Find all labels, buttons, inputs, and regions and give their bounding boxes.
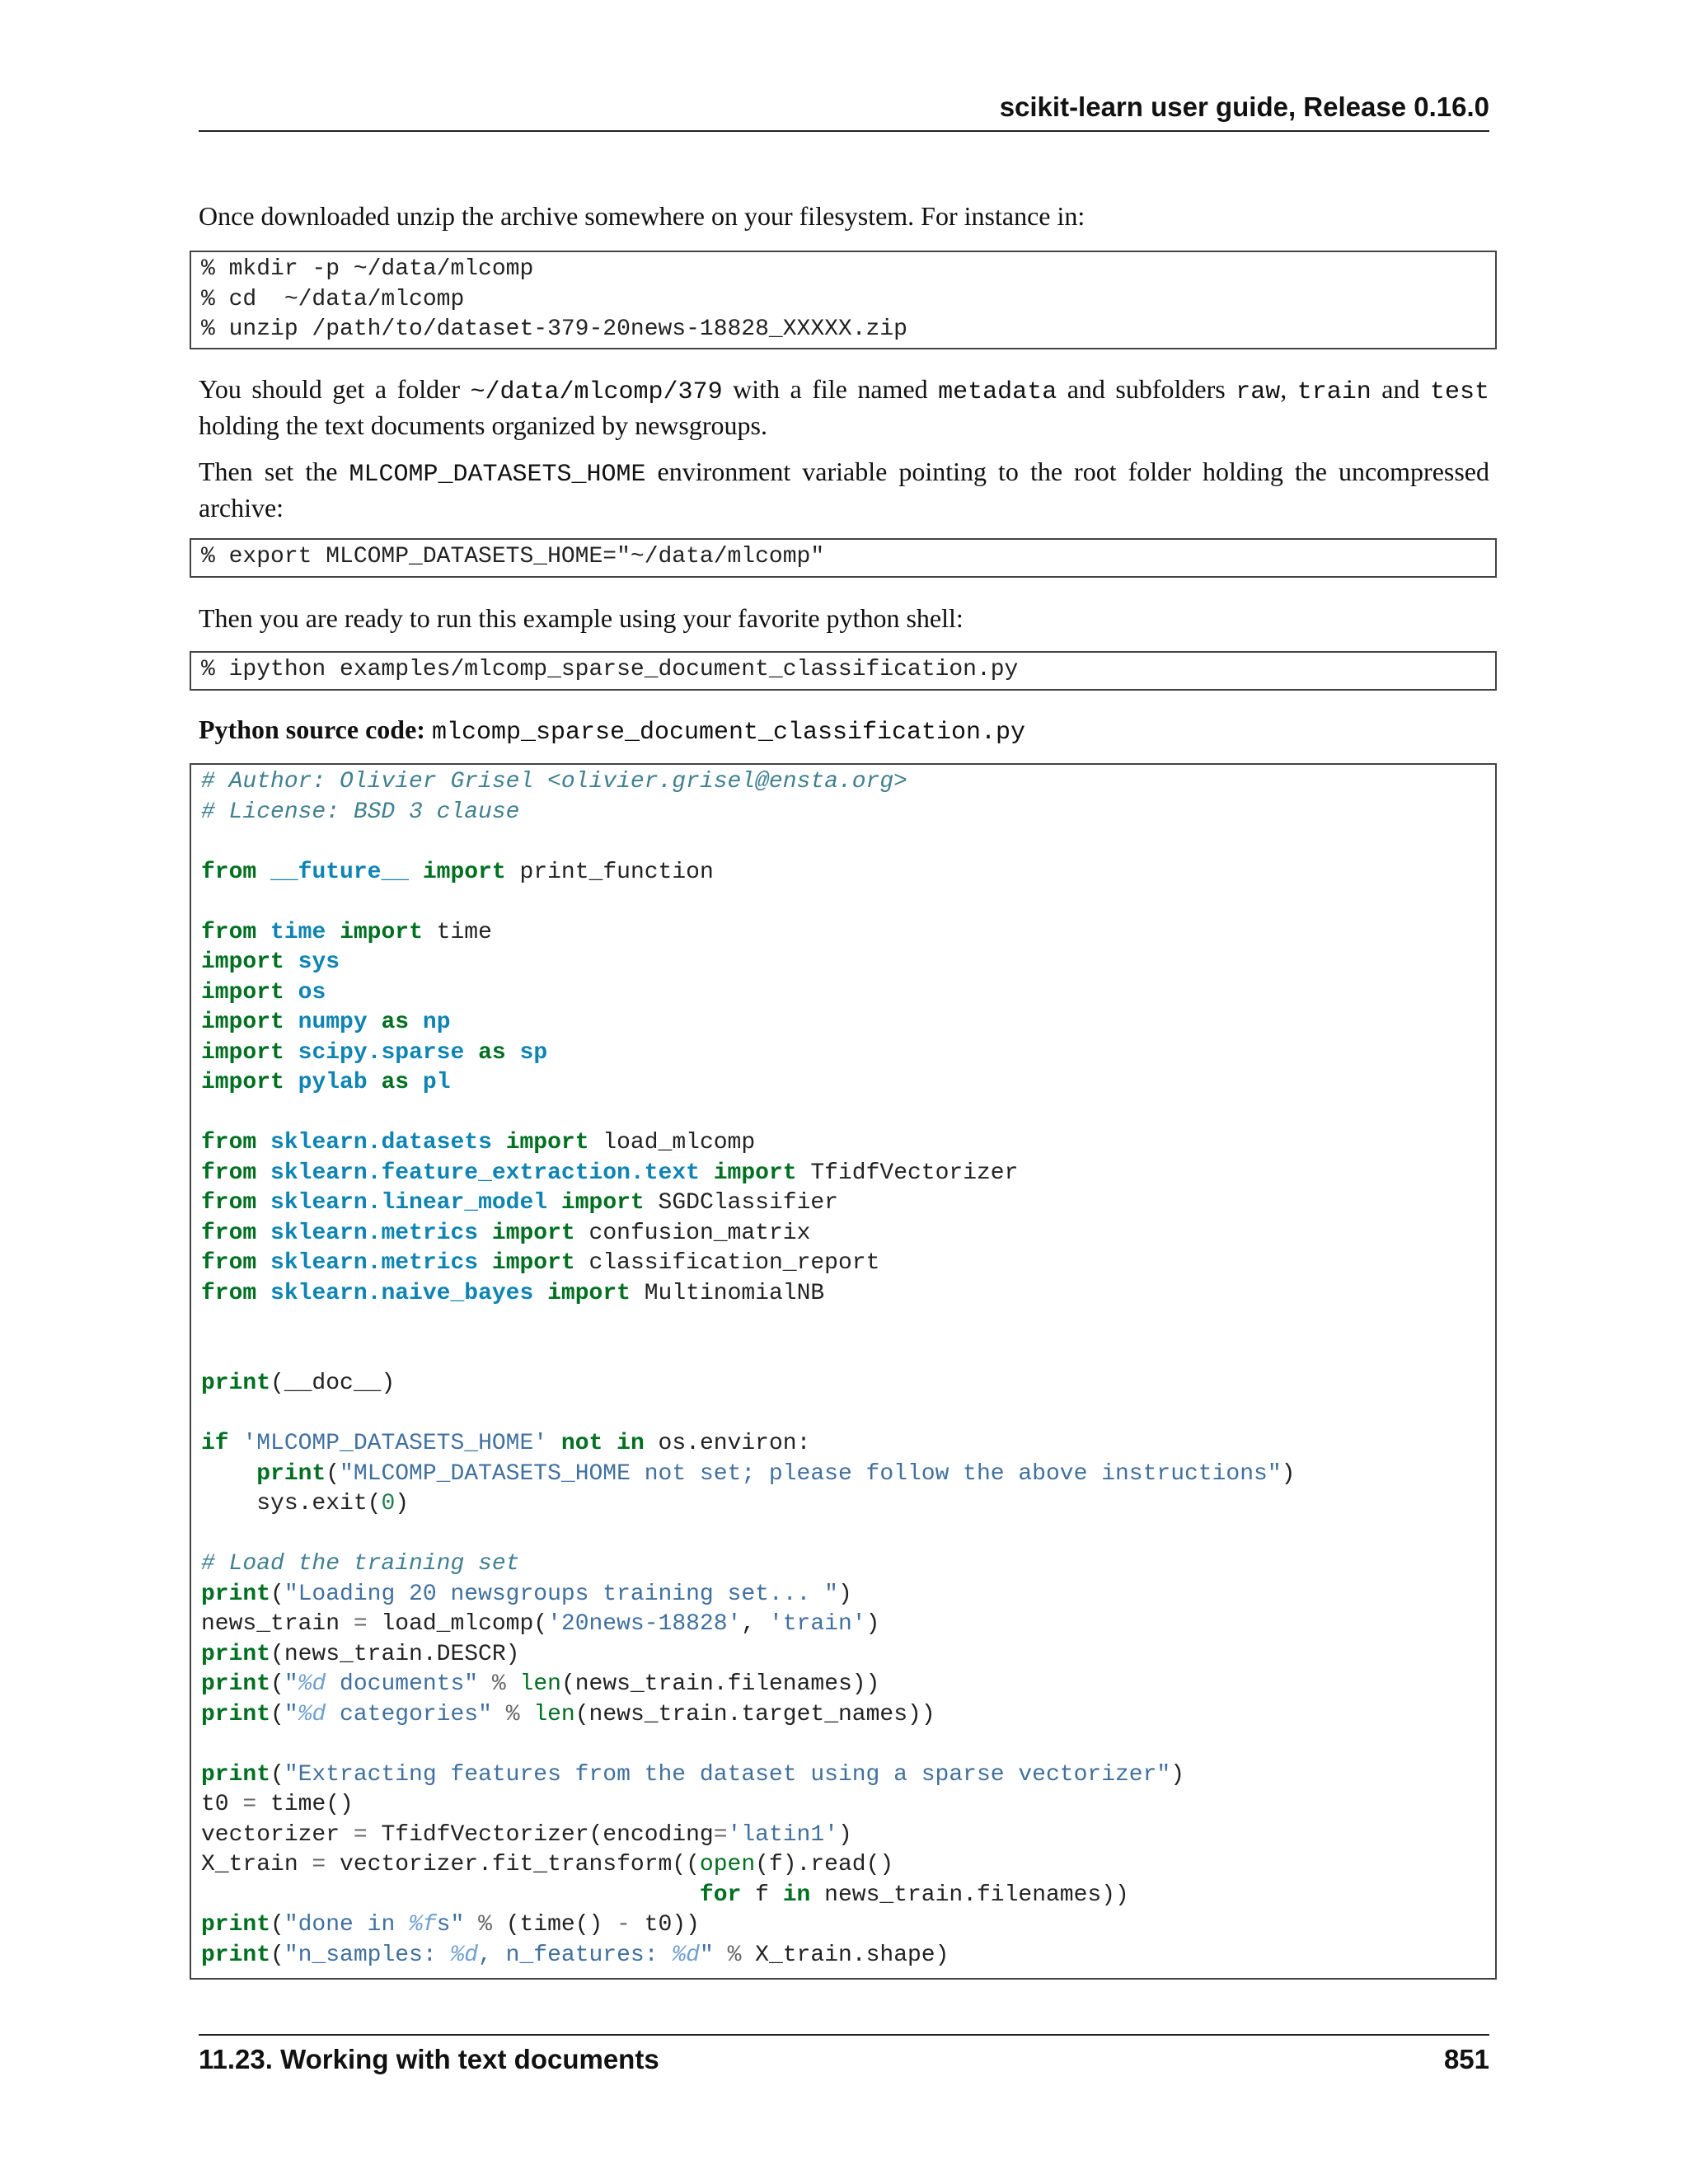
- comment: # Author: Olivier Grisel <olivier.grisel@ensta.org>: [201, 769, 907, 794]
- footer-section-title: 11.23. Working with text documents: [199, 2044, 659, 2074]
- import-name: TfidfVectorizer: [810, 1160, 1019, 1186]
- module-name: os: [298, 979, 326, 1005]
- module-name: sklearn.metrics: [270, 1220, 479, 1246]
- python-source-block: [190, 763, 1497, 1980]
- page-number: 851: [1443, 2044, 1489, 2074]
- text-run: Then set the: [199, 457, 349, 486]
- code-text: sys.exit(: [256, 1491, 382, 1516]
- run-paragraph: Then you are ready to run this example using your favorite python shell:: [199, 603, 964, 633]
- code-line-blank: [201, 1520, 1485, 1550]
- text-run: ,: [1280, 374, 1297, 404]
- comment: # License: BSD 3 clause: [201, 799, 520, 825]
- module-name: sklearn.metrics: [270, 1250, 479, 1276]
- string-interpolation: %f: [409, 1912, 437, 1938]
- code-line: print("%d documents" % len(news_train.filenames)): [201, 1671, 880, 1697]
- builtin-name: open: [699, 1852, 756, 1877]
- string-literal: s": [436, 1912, 465, 1938]
- module-name: pylab: [298, 1070, 368, 1095]
- string-interpolation: %d: [298, 1701, 326, 1727]
- code-line: print(news_train.DESCR): [201, 1641, 520, 1667]
- string-literal: 'MLCOMP_DATASETS_HOME': [242, 1431, 548, 1456]
- code-line: if 'MLCOMP_DATASETS_HOME' not in os.environ:: [201, 1431, 811, 1456]
- text-run: with a file named: [722, 374, 939, 404]
- code-text: vectorizer: [201, 1821, 354, 1848]
- code-line: print("%d categories" % len(news_train.target_names)): [201, 1701, 935, 1727]
- code-line: vectorizer = TfidfVectorizer(encoding='latin1'): [201, 1821, 852, 1848]
- call-args: (news_train.filenames)): [560, 1671, 880, 1697]
- string-literal: ": [284, 1671, 298, 1697]
- code-line: [201, 798, 1485, 828]
- inline-code: metadata: [938, 378, 1057, 406]
- string-literal: "n_samples:: [284, 1942, 451, 1968]
- text-run: and subfolders: [1057, 374, 1236, 404]
- code-line: from sklearn.linear_model import SGDClassifier: [201, 1190, 838, 1216]
- code-text: os.environ:: [644, 1431, 811, 1456]
- code-line: import scipy.sparse as sp: [201, 1039, 548, 1066]
- code-text: news_train.filenames)): [810, 1882, 1129, 1908]
- code-line-blank: [201, 1309, 1485, 1339]
- module-name: time: [270, 919, 326, 945]
- code-text: TfidfVectorizer(encoding: [367, 1821, 714, 1848]
- call-args: (news_train.target_names)): [574, 1701, 935, 1727]
- header-title: scikit-learn user guide, Release 0.16.0: [999, 91, 1489, 122]
- source-label-text: Python source code:: [199, 715, 425, 744]
- code-line-blank: [201, 1099, 1485, 1129]
- text-run: environment variable pointing to the root folder holding the uncompressed archive:: [199, 457, 1490, 523]
- code-line: t0 = time(): [201, 1792, 354, 1817]
- unzip-code-block: [190, 251, 1497, 349]
- code-line: import os: [201, 979, 326, 1005]
- import-name: classification_report: [588, 1250, 880, 1276]
- module-name: scipy.sparse: [298, 1039, 465, 1066]
- folder-paragraph: [199, 373, 1489, 442]
- code-line-blank: [201, 827, 1485, 858]
- code-text: t0)): [630, 1912, 700, 1938]
- code-line: import pylab as pl: [201, 1070, 451, 1095]
- code-line: X_train = vectorizer.fit_transform((open(f).read(): [201, 1852, 894, 1877]
- intro-paragraph: Once downloaded unzip the archive somewhere on your filesystem. For instance in:: [199, 201, 1085, 231]
- code-text: (time(): [491, 1912, 617, 1938]
- string-literal: "Loading 20 newsgroups training set... ": [284, 1581, 838, 1607]
- code-text: t0: [201, 1792, 243, 1817]
- code-line: from sklearn.metrics import classification_report: [201, 1250, 880, 1276]
- string-literal: '20news-18828': [547, 1611, 742, 1637]
- code-line: print("Loading 20 newsgroups training set... "): [201, 1581, 852, 1607]
- code-line: from time import time: [201, 919, 492, 945]
- code-line: from sklearn.feature_extraction.text import TfidfVectorizer: [201, 1160, 1019, 1186]
- running-header: [199, 91, 1489, 132]
- source-filename: mlcomp_sparse_document_classification.py: [431, 719, 1026, 747]
- code-line: [201, 767, 1485, 798]
- source-code-label: [199, 713, 1025, 749]
- string-literal: 'latin1': [727, 1821, 838, 1848]
- string-literal: "Extracting features from the dataset using a sparse vectorizer": [284, 1761, 1171, 1788]
- code-line: from sklearn.metrics import confusion_matrix: [201, 1220, 811, 1246]
- inline-code: train: [1296, 378, 1372, 406]
- code-line-blank: [201, 1730, 1485, 1760]
- inline-code: test: [1430, 378, 1490, 406]
- code-line: print(__doc__): [201, 1371, 396, 1396]
- code-text: (f).read(): [755, 1852, 894, 1877]
- code-text: X_train: [201, 1852, 312, 1877]
- import-name: MultinomialNB: [644, 1280, 825, 1306]
- builtin-name: len: [533, 1701, 575, 1727]
- code-line: from sklearn.datasets import load_mlcomp: [201, 1130, 756, 1155]
- code-line: for f in news_train.filenames)): [201, 1881, 1485, 1911]
- import-name: SGDClassifier: [658, 1190, 838, 1216]
- call-args: (news_train.DESCR): [270, 1641, 520, 1667]
- code-line: news_train = load_mlcomp('20news-18828', 'train'): [201, 1611, 880, 1637]
- string-interpolation: %d: [672, 1942, 700, 1968]
- code-text: news_train: [201, 1611, 354, 1637]
- module-name: sys: [298, 949, 340, 975]
- run-code-block: [190, 651, 1497, 691]
- string-literal: ": [284, 1701, 298, 1727]
- code-line: sys.exit(0): [256, 1491, 410, 1516]
- inline-code: ~/data/mlcomp/379: [470, 378, 723, 406]
- code-line: print("MLCOMP_DATASETS_HOME not set; please follow the above instructions"): [256, 1460, 1296, 1487]
- code-text: X_train.shape): [741, 1942, 950, 1968]
- builtin-name: len: [519, 1671, 561, 1697]
- comment: # Load the training set: [201, 1551, 520, 1577]
- module-name: sklearn.datasets: [270, 1130, 492, 1155]
- code-indent: [201, 1882, 700, 1908]
- module-alias: pl: [422, 1070, 451, 1095]
- inline-code: raw: [1236, 378, 1281, 406]
- code-text: load_mlcomp(: [367, 1611, 548, 1637]
- code-line: import numpy as np: [201, 1010, 451, 1035]
- string-interpolation: %d: [450, 1942, 479, 1968]
- module-name: sklearn.linear_model: [270, 1190, 548, 1216]
- import-name: print_function: [519, 859, 714, 885]
- code-line-blank: [201, 1339, 1485, 1370]
- code-text: time(): [256, 1792, 354, 1817]
- code-line-blank: [201, 888, 1485, 918]
- export-code-block: [190, 538, 1497, 578]
- code-line: % cd ~/data/mlcomp: [201, 286, 465, 312]
- code-line: % mkdir -p ~/data/mlcomp: [201, 256, 534, 282]
- module-name: __future__: [270, 859, 410, 885]
- module-name: numpy: [298, 1010, 368, 1035]
- code-line: % ipython examples/mlcomp_sparse_document_classification.py: [201, 657, 1019, 682]
- number-literal: 0: [381, 1491, 396, 1516]
- module-alias: np: [422, 1010, 451, 1035]
- code-line: [201, 1549, 1485, 1580]
- code-line: % unzip /path/to/dataset-379-20news-18828_XXXXX.zip: [201, 316, 907, 342]
- string-literal: documents": [326, 1671, 479, 1697]
- string-interpolation: %d: [298, 1671, 326, 1697]
- module-name: sklearn.naive_bayes: [270, 1280, 534, 1306]
- string-literal: categories": [326, 1701, 492, 1727]
- code-line: print("Extracting features from the dataset using a sparse vectorizer"): [201, 1761, 1185, 1788]
- code-line: from sklearn.naive_bayes import MultinomialNB: [201, 1280, 825, 1306]
- module-alias: sp: [519, 1039, 548, 1066]
- call-args: (__doc__): [270, 1371, 396, 1396]
- code-text: vectorizer.fit_transform((: [326, 1852, 700, 1877]
- text-run: holding the text documents organized by newsgroups.: [199, 410, 767, 440]
- string-literal: "MLCOMP_DATASETS_HOME not set; please follow the above instructions": [340, 1460, 1282, 1487]
- code-line-blank: [201, 1399, 1485, 1430]
- string-literal: , n_features:: [478, 1942, 673, 1968]
- string-literal: 'train': [768, 1611, 866, 1637]
- code-line: print("n_samples: %d, n_features: %d" % X_train.shape): [201, 1942, 950, 1968]
- module-name: sklearn.feature_extraction.text: [270, 1160, 700, 1186]
- text-run: and: [1371, 374, 1431, 404]
- string-literal: "done in: [284, 1912, 410, 1938]
- env-paragraph: [199, 455, 1489, 524]
- text-run: You should get a folder: [199, 374, 471, 404]
- code-line: import sys: [201, 949, 340, 975]
- import-name: confusion_matrix: [588, 1220, 811, 1246]
- string-literal: ": [699, 1942, 714, 1968]
- code-text: f: [741, 1882, 783, 1908]
- code-line: from __future__ import print_function: [201, 859, 714, 885]
- import-name: time: [436, 919, 492, 945]
- import-name: load_mlcomp: [603, 1130, 756, 1155]
- inline-code: MLCOMP_DATASETS_HOME: [349, 461, 646, 489]
- code-line: print("done in %fs" % (time() - t0)): [201, 1912, 700, 1938]
- code-line: % export MLCOMP_DATASETS_HOME="~/data/mlcomp": [201, 544, 825, 569]
- running-footer: [199, 2034, 1489, 2074]
